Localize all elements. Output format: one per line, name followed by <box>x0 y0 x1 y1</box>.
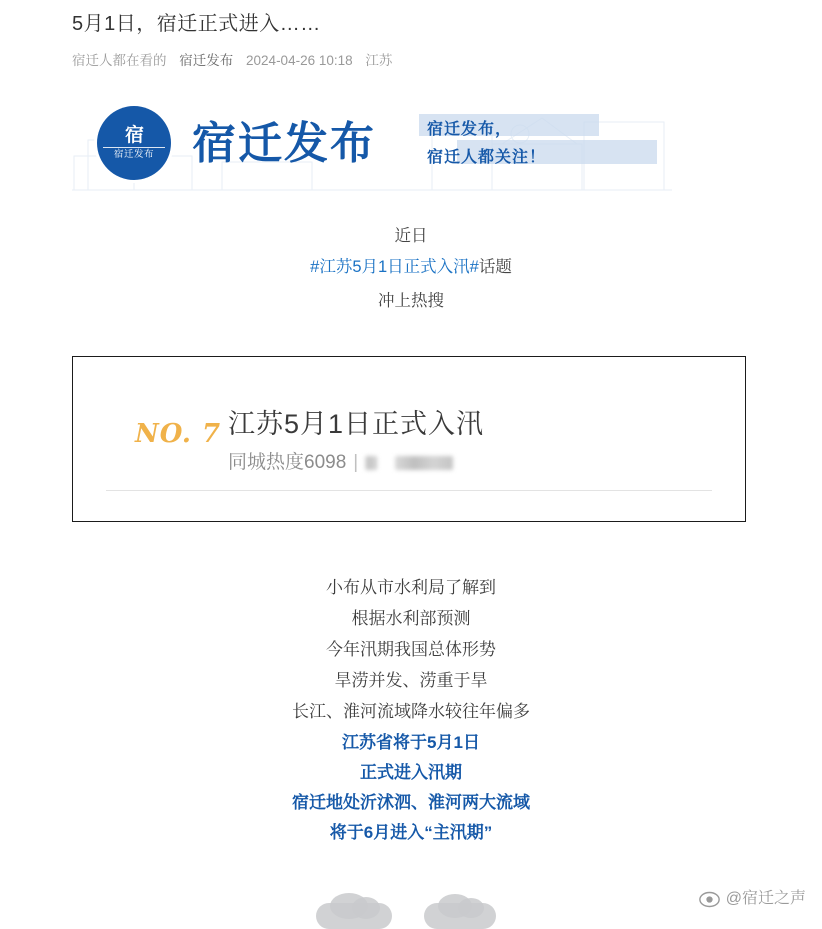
hot-search-heat <box>228 449 453 477</box>
body-line-7-wrap <box>0 787 822 818</box>
banner-title: 宿迁发布 <box>192 118 376 169</box>
topic-suffix: 话题 <box>478 258 512 276</box>
meta-location: 江苏 <box>365 53 393 68</box>
hot-search-card <box>72 356 746 522</box>
intro-line-1-wrap <box>0 221 822 251</box>
slogan-line-2: 宿迁人都关注！ <box>427 149 547 166</box>
article-meta <box>72 50 401 72</box>
meta-column: 宿迁人都在看的 <box>72 53 167 68</box>
body-line-0-wrap <box>0 572 822 603</box>
body-line-2: 今年汛期我国总体形势 <box>326 640 496 659</box>
topic-line-wrap <box>0 252 822 282</box>
body-line-3: 旱涝并发、涝重于旱 <box>334 671 488 690</box>
body-line-0: 小布从市水利局了解到 <box>326 578 496 597</box>
watermark <box>699 888 806 910</box>
cloud-shape-6 <box>458 898 484 918</box>
topic-line <box>0 252 822 282</box>
weibo-eye-icon <box>699 889 720 910</box>
hot-heat-label: 同城热度6098 <box>228 452 347 473</box>
body-line-2-wrap <box>0 634 822 665</box>
topic-text: 江苏5月1日正式入汛 <box>319 258 470 276</box>
intro-line-3: 冲上热搜 <box>378 292 444 310</box>
redacted-chip-2 <box>395 456 453 470</box>
banner-slogan <box>427 116 647 172</box>
hot-rank-label: NO. 7 <box>135 419 222 449</box>
body-line-3-wrap <box>0 665 822 696</box>
body-line-4: 长江、淮河流域降水较往年偏多 <box>292 702 530 721</box>
intro-line-3-wrap <box>0 286 822 316</box>
body-line-1: 根据水利部预测 <box>351 609 471 628</box>
redacted-chip-1 <box>365 456 377 470</box>
cloud-shape-3 <box>352 897 380 919</box>
meta-datetime: 2024-04-26 10:18 <box>246 53 353 68</box>
body-line-6-wrap <box>0 757 822 788</box>
body-line-4-wrap <box>0 696 822 727</box>
logo-text: 宿迁发布 <box>103 147 165 161</box>
body-line-5: 江苏省将于5月1日 <box>342 733 480 752</box>
publisher-banner <box>72 100 672 192</box>
hot-card-divider <box>106 490 712 491</box>
publisher-logo-icon <box>97 106 171 180</box>
intro-line-1: 近日 <box>394 227 428 245</box>
topic-hash-end: # <box>469 258 479 276</box>
meta-source[interactable]: 宿迁发布 <box>179 53 234 68</box>
hot-heat-divider: | <box>353 452 359 473</box>
body-line-5-wrap <box>0 727 822 758</box>
body-line-8-wrap <box>0 817 822 848</box>
body-line-7: 宿迁地处沂沭泗、淮河两大流域 <box>292 793 530 812</box>
watermark-text: @宿迁之声 <box>725 890 806 907</box>
topic-link[interactable] <box>310 258 479 276</box>
body-line-8: 将于6月进入“主汛期” <box>329 823 493 842</box>
body-line-1-wrap <box>0 603 822 634</box>
hot-search-title: 江苏5月1日正式入汛 <box>228 409 485 439</box>
topic-hash-start: # <box>310 258 320 276</box>
page-title: 5月1日，宿迁正式进入…… <box>72 13 321 35</box>
slogan-line-1: 宿迁发布， <box>427 121 513 138</box>
body-line-6: 正式进入汛期 <box>360 763 462 782</box>
logo-mark: 宿 <box>124 125 143 146</box>
